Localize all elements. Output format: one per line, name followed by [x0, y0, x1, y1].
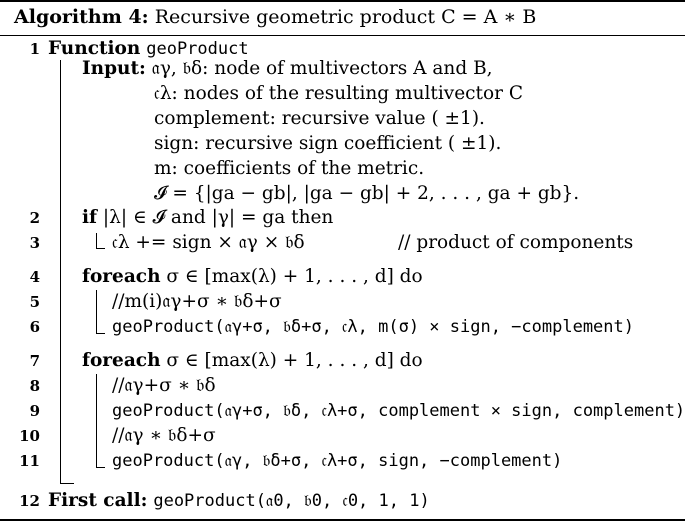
line-number: 6	[29, 318, 40, 336]
input-text: 𝔞γ, 𝔟δ: node of multivectors A and B,	[151, 58, 493, 79]
foreach-range: σ ∈ [max(λ) + 1, . . . , d] do	[166, 350, 423, 371]
line-number: 2	[29, 209, 40, 227]
block-bar-function	[60, 60, 61, 484]
block-bar-if	[96, 233, 97, 249]
block-end-function	[60, 483, 74, 484]
block-bar-foreach	[96, 290, 97, 334]
block-bar-foreach	[96, 374, 97, 468]
input-line: 𝓘 = {|ga − gb|, |ga − gb| + 2, . . . , ga + gb}.	[154, 183, 580, 204]
line-number: 4	[29, 268, 40, 286]
if-condition: |λ| ∈ 𝓘 and |γ| = ga then	[102, 207, 334, 228]
line-number: 10	[19, 427, 40, 445]
block-end-foreach	[96, 333, 105, 334]
line-number: 1	[29, 40, 40, 58]
input-keyword: Input:	[82, 58, 146, 79]
top-rule	[0, 0, 685, 2]
foreach-line	[82, 348, 423, 374]
line-number: 9	[29, 402, 40, 420]
line-number: 7	[29, 352, 40, 370]
input-line: complement: recursive value ( ±1).	[154, 108, 485, 129]
input-line	[82, 56, 493, 82]
code-comment: // product of components	[398, 232, 634, 253]
line-number: 5	[29, 293, 40, 311]
first-call-expression: geoProduct(𝔞0, 𝔟0, 𝔠0, 1, 1)	[153, 491, 430, 511]
function-name: geoProduct	[146, 39, 249, 59]
if-line	[82, 205, 333, 231]
input-line: 𝔠λ: nodes of the resulting multivector C	[154, 83, 523, 104]
first-call-keyword: First call:	[48, 490, 148, 511]
code-comment: //𝔞γ ∗ 𝔟δ+σ	[112, 425, 216, 446]
line-number: 3	[29, 234, 40, 252]
caption-label: Algorithm 4:	[14, 6, 149, 28]
statement-line: 𝔠λ += sign × 𝔞γ × 𝔟δ	[112, 232, 305, 253]
line-number: 8	[29, 377, 40, 395]
function-keyword: Function	[48, 38, 141, 59]
foreach-range: σ ∈ [max(λ) + 1, . . . , d] do	[166, 266, 423, 287]
recursive-call-line: geoProduct(𝔞γ+σ, 𝔟δ, 𝔠λ+σ, complement × sign, complement)	[112, 401, 685, 421]
input-line: m: coefficients of the metric.	[154, 158, 425, 179]
algorithm-caption	[14, 6, 536, 28]
line-number: 11	[19, 452, 40, 470]
caption-text: Recursive geometric product C = A ∗ B	[154, 6, 537, 28]
line-number: 12	[19, 492, 40, 510]
block-end-foreach	[96, 467, 105, 468]
input-line: sign: recursive sign coefficient ( ±1).	[154, 133, 502, 154]
recursive-call-line: geoProduct(𝔞γ, 𝔟δ+σ, 𝔠λ+σ, sign, −complement)	[112, 451, 563, 471]
code-comment: //𝔞γ+σ ∗ 𝔟δ	[112, 375, 216, 396]
code-comment: //m(i)𝔞γ+σ ∗ 𝔟δ+σ	[112, 291, 282, 312]
foreach-line	[82, 264, 423, 290]
if-keyword: if	[82, 207, 97, 228]
foreach-keyword: foreach	[82, 350, 161, 371]
foreach-keyword: foreach	[82, 266, 161, 287]
block-end-if	[96, 248, 105, 249]
recursive-call-line: geoProduct(𝔞γ+σ, 𝔟δ+σ, 𝔠λ, m(σ) × sign, −complement)	[112, 317, 634, 337]
first-call-line	[48, 488, 430, 514]
